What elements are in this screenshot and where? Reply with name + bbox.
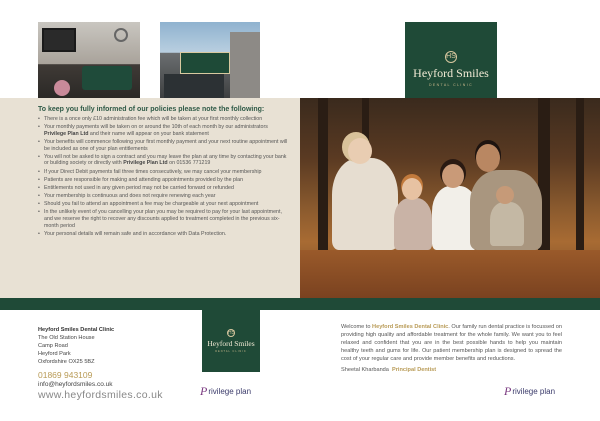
- privilege-plan-logo: [504, 384, 555, 399]
- policy-item: • Your personal details will remain safe and in accordance with Data Protection.: [38, 231, 290, 238]
- privilege-plan-icon: P: [200, 384, 208, 398]
- phone-number[interactable]: 01869 943109: [38, 370, 93, 380]
- policy-item: • There is a once only £10 administration fee which will be taken at your first monthly collection: [38, 116, 290, 123]
- father-head: [476, 144, 500, 172]
- family-photo: [300, 98, 600, 298]
- boy-figure: [394, 198, 432, 250]
- welcome-message: [341, 324, 562, 373]
- contact-line: Heyford Smiles Dental Clinic: [38, 327, 115, 333]
- girl-head: [442, 164, 464, 188]
- window-shape: [164, 74, 224, 98]
- privilege-plan-text: rivilege plan: [208, 387, 252, 396]
- toddler-figure: [490, 202, 524, 246]
- heyford-smiles-logo-small: [202, 310, 260, 372]
- policy-item: • Entitlements not used in any given period may not be carried forward or refunded: [38, 185, 290, 192]
- contact-line: Oxfordshire OX25 5BZ: [38, 359, 95, 365]
- logo-subtitle: DENTAL CLINIC: [428, 82, 474, 87]
- signature: [341, 367, 562, 373]
- logo-emblem-icon: HS: [445, 51, 457, 63]
- privilege-plan-logo: [200, 384, 251, 399]
- website-link[interactable]: www.heyfordsmiles.co.uk: [38, 389, 163, 401]
- policy-item: • Should you fail to attend an appointment a fee may be chargeable at your next appointment: [38, 201, 290, 208]
- logo-name: Heyford Smiles: [207, 339, 255, 348]
- logo-subtitle: DENTAL CLINIC: [215, 350, 247, 353]
- mother-figure: [332, 158, 398, 250]
- contact-line: The Old Station House: [38, 335, 95, 341]
- wall-shape: [230, 32, 260, 98]
- logo-emblem-icon: HS: [228, 330, 235, 336]
- policy-item: • In the unlikely event of you cancelling your plan you may be required to pay for your last appointment, and we reserve the right to recover any discounts applied to treatment completed in the previous six-month period: [38, 209, 290, 229]
- sofa-shape: [82, 66, 132, 90]
- tv-shape: [42, 28, 76, 52]
- green-band-divider: [0, 298, 600, 310]
- policies-list: [38, 116, 290, 237]
- contact-details: [38, 326, 198, 401]
- policy-item: • Patients are responsible for making and attending appointments provided by the plan: [38, 177, 290, 184]
- policies-heading: To keep you fully informed of our policies please note the following:: [38, 106, 265, 113]
- signatory-name: Sheetal Kharbanda: [341, 366, 389, 373]
- policy-item: • Your membership is continuous and does not require renewing each year: [38, 193, 290, 200]
- autumn-leaves-ground: [300, 250, 600, 298]
- signatory-role: Principal Dentist: [392, 366, 437, 373]
- policy-item: • You will not be asked to sign a contract and you may leave the plan at any time by contacting your bank or building society or directly with Privilege Plan Ltd on 01536 771219: [38, 154, 290, 167]
- policies-panel: [0, 98, 300, 298]
- boy-head: [402, 178, 422, 200]
- privilege-plan-text: rivilege plan: [512, 387, 556, 396]
- flower-shape: [54, 80, 70, 96]
- policy-item: • Your benefits will commence following your first monthly payment and your next routine appointment will be included as one of your plan entitlements: [38, 139, 290, 152]
- clinic-interior-photo: [38, 22, 140, 98]
- privilege-plan-icon: P: [504, 384, 512, 398]
- clinic-sign-shape: [180, 52, 230, 74]
- welcome-paragraph: Welcome to Heyford Smiles Dental Clinic. Our family run dental practice is focussed on providing high quality and affordable treatment for the whole family. We want you to feel relaxed and confident that you are in the best possible hands to help you maintain healthy teeth and gums for life. Our patient membership plan is designed to spread the cost of your regular care and provide member benefits and reductions.: [341, 324, 562, 362]
- contact-line: Camp Road: [38, 343, 68, 349]
- policy-item: • If your Direct Debit payments fail three times consecutively, we may cancel your membership: [38, 169, 290, 176]
- tree-trunk: [576, 98, 584, 258]
- logo-name: Heyford Smiles: [413, 65, 489, 80]
- mother-head: [348, 138, 372, 164]
- lamp-shape: [114, 28, 128, 42]
- toddler-head: [496, 186, 514, 204]
- tree-trunk: [318, 98, 328, 258]
- contact-line: Heyford Park: [38, 351, 71, 357]
- clinic-exterior-photo: [160, 22, 260, 98]
- policy-item: • Your monthly payments will be taken on or around the 10th of each month by our administrators Privilege Plan Ltd and their name will appear on your bank statement: [38, 124, 290, 137]
- email-link[interactable]: info@heyfordsmiles.co.uk: [38, 381, 113, 388]
